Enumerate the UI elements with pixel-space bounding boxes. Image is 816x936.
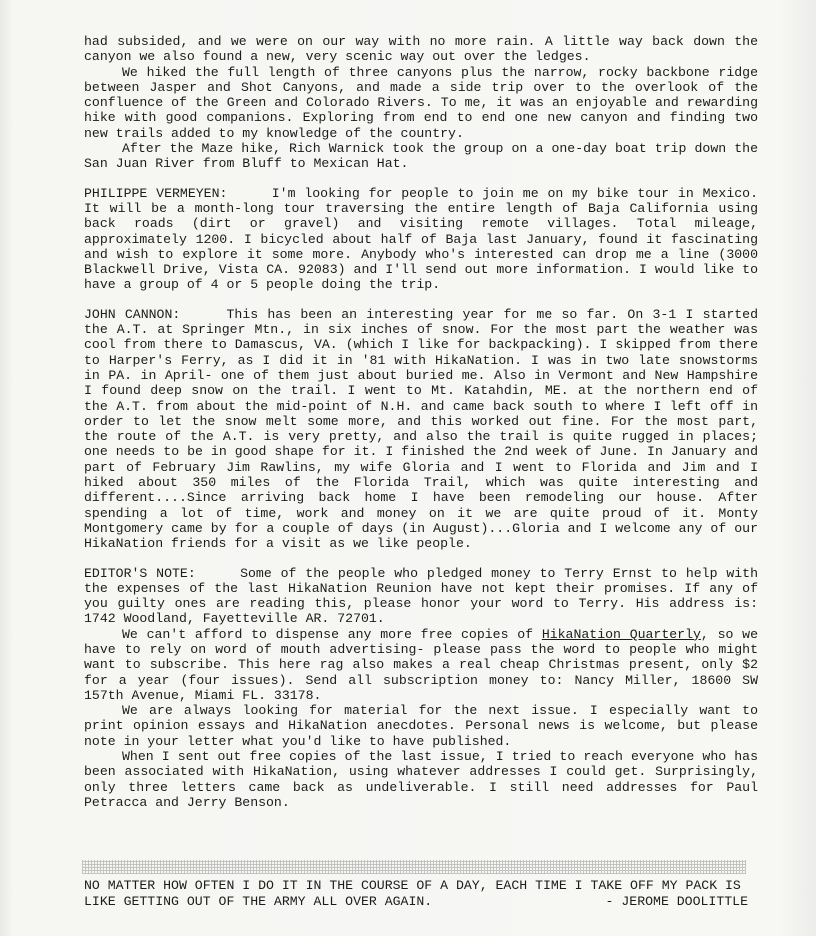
cannon-section xyxy=(84,307,758,552)
intro-section xyxy=(84,34,758,172)
cannon-name: JOHN CANNON: xyxy=(84,306,181,322)
editor-paragraph-1 xyxy=(84,566,758,627)
editor-section xyxy=(84,566,758,811)
editor-name: EDITOR'S NOTE: xyxy=(84,565,196,581)
vermeyen-section xyxy=(84,186,758,293)
intro-paragraph-1: had subsided, and we were on our way with no more rain. A little way back down the canyon we also found a new, very scenic way out over the ledges. xyxy=(84,34,758,65)
quote-line-2: LIKE GETTING OUT OF THE ARMY ALL OVER AGAIN. xyxy=(84,894,433,909)
newsletter-title: HikaNation Quarterly xyxy=(541,626,701,642)
cannon-paragraph xyxy=(84,307,758,552)
closing-quote xyxy=(84,878,748,910)
intro-paragraph-3: After the Maze hike, Rich Warnick took the group on a one-day boat trip down the San Juan River from Bluff to Mexican Hat. xyxy=(84,141,758,172)
cannon-text: This has been an interesting year for me so far. On 3-1 I started the A.T. at Springer Mtn., in six inches of snow. For the most part the weather was cool from there to Damascus, VA. (which I like for backpacking). I skipped from there to Harper's Ferry, as I did it in '81 with HikaNation. I was in two late snowstorms in PA. in April- one of them just about buried me. Also in Vermont and New Hampshire I found deep snow on the trail. I went to Mt. Katahdin, ME. at the northern end of the A.T. from about the mid-point of N.H. and came back south to where I left off in order to let the snow melt some more, and this worked out fine. For the most part, the route of the A.T. is very pretty, and also the trail is quite rugged in places; one needs to be in good shape for it. I finished the 2nd week of June. In January and part of February Jim Rawlins, my wife Gloria and I went to Florida and Jim and I hiked about 350 miles of the Florida Trail, which was quite interesting and different....Since arriving back home I have been remodeling our house. After spending a lot of time, work and money on it we are quite proud of it. Monty Montgomery came by for a couple of days (in August)...Gloria and I welcome any of our HikaNation friends for a visit as we like people. xyxy=(84,306,759,552)
editor-text-1: Some of the people who pledged money to Terry Ernst to help with the expenses of the last HikaNation Reunion have not kept their promises. If any of you guilty ones are reading this, please honor your word to Terry. His address is: 1742 Woodland, Fayetteville AR. 72701. xyxy=(84,565,759,627)
editor-text-2a: We can't afford to dispense any more free copies of xyxy=(122,626,542,642)
vermeyen-text: I'm looking for people to join me on my bike tour in Mexico. It will be a month-long tour traversing the entire length of Baja California using back roads (dirt or gravel) and visiting remote villages. Total mileage, approximately 1200. I bicycled about half of Baja last January, found it fascinating and wish to explore it some more. Anybody who's interested can drop me a line (3000 Blackwell Drive, Vista CA. 92083) and I'll send out more information. I would like to have a group of 4 or 5 people doing the trip. xyxy=(84,185,759,293)
quote-line-2-row xyxy=(84,894,748,910)
quote-line-1: NO MATTER HOW OFTEN I DO IT IN THE COURSE OF A DAY, EACH TIME I TAKE OFF MY PACK IS xyxy=(84,878,741,893)
vermeyen-name: PHILIPPE VERMEYEN: xyxy=(84,185,228,201)
editor-paragraph-4: When I sent out free copies of the last issue, I tried to reach everyone who has been associated with HikaNation, using whatever addresses I could get. Surprisingly, only three letters came back as undeliverable. I still need addresses for Paul Petracca and Jerry Benson. xyxy=(84,749,758,810)
quote-attribution: - JEROME DOOLITTLE xyxy=(605,894,748,909)
editor-text-2b: , so we have to rely on word of mouth advertising- please pass the word to people who might want to subscribe. This here rag also makes a real cheap Christmas present, only $2 for a year (four issues). Send all subscription money to: Nancy Miller, 18600 SW 157th Avenue, Miami FL. 33178. xyxy=(84,626,758,703)
document-body xyxy=(84,34,758,824)
editor-paragraph-3: We are always looking for material for the next issue. I especially want to print opinion essays and HikaNation anecdotes. Personal news is welcome, but please note in your letter what you'd like to have published. xyxy=(84,703,758,749)
vermeyen-paragraph xyxy=(84,186,758,293)
editor-paragraph-2 xyxy=(84,627,758,703)
dotted-divider xyxy=(82,860,746,874)
intro-paragraph-2: We hiked the full length of three canyons plus the narrow, rocky backbone ridge between Jasper and Shot Canyons, and made a side trip over to the overlook of the confluence of the Green and Colorado Rivers. To me, it was an enjoyable and rewarding hike with good companions. Exploring from end to end one new canyon and finding two new trails added to my knowledge of the country. xyxy=(84,64,758,141)
